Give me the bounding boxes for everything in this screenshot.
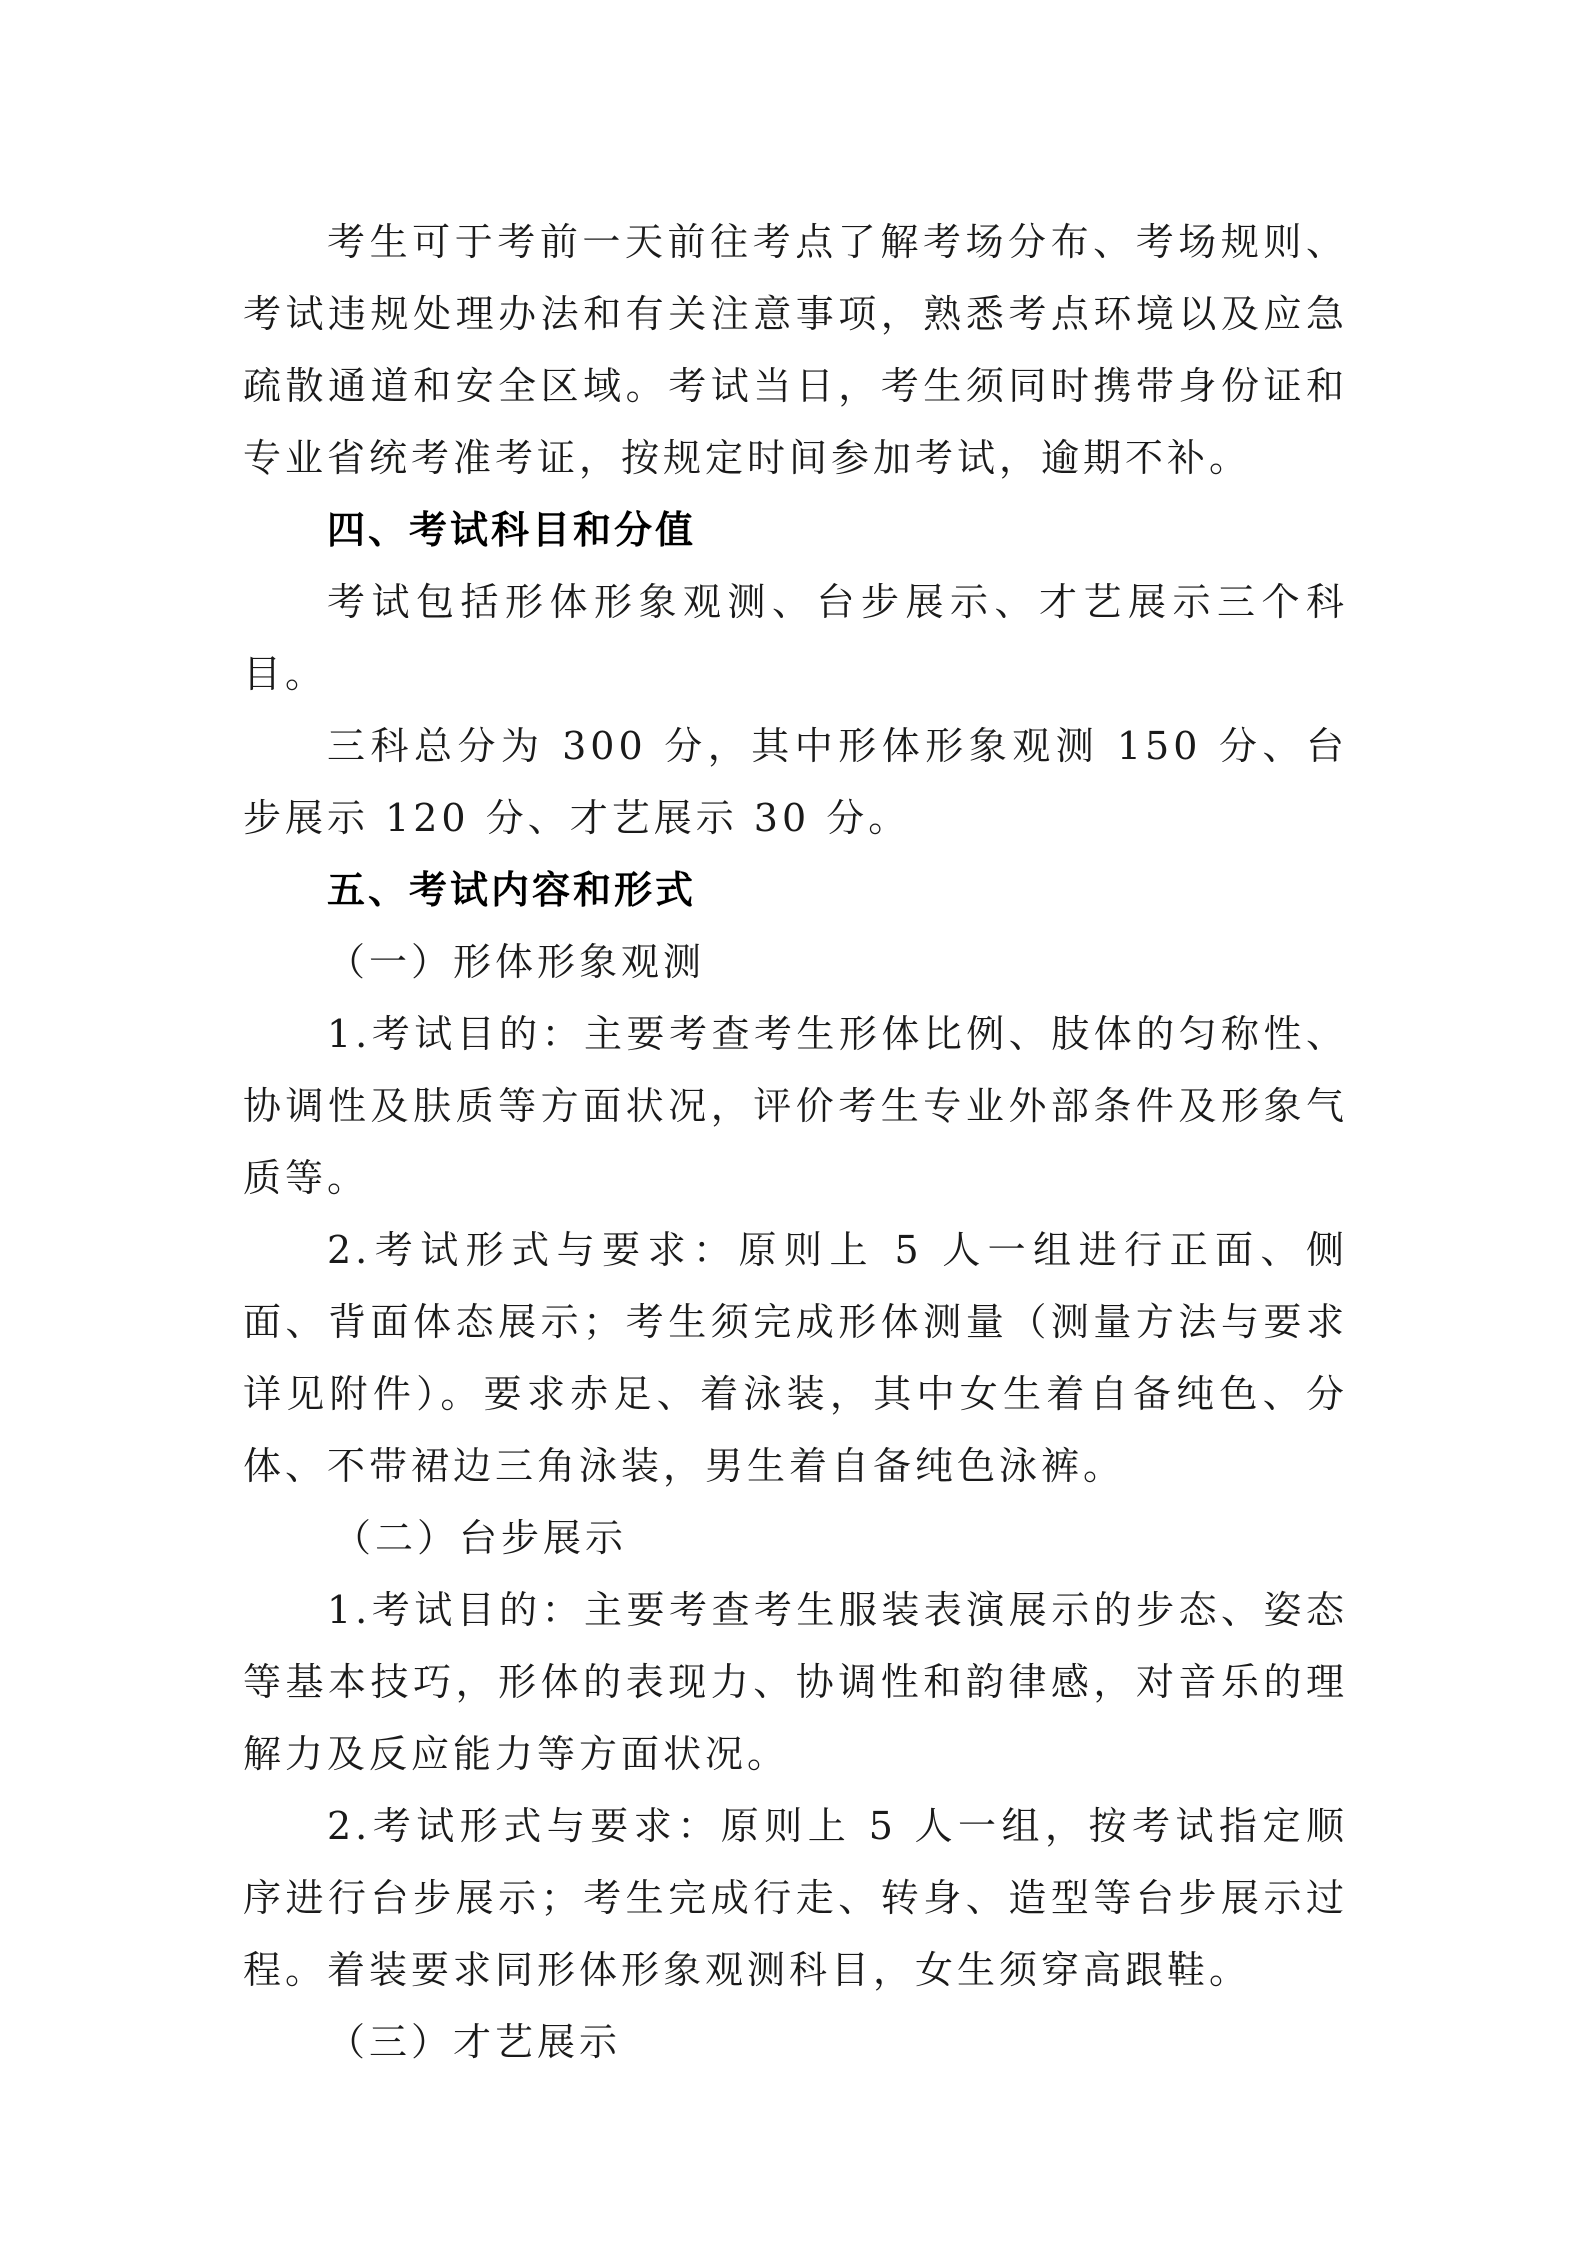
- paragraph-scores: 三科总分为 300 分，其中形体形象观测 150 分、台步展示 120 分、才艺展示 30 分。: [243, 724, 1348, 840]
- paragraph-body-image-purpose: 1.考试目的：主要考查考生形体比例、肢体的匀称性、协调性及肤质等方面状况，评价考生专业外部条件及形象气质等。: [243, 1012, 1348, 1200]
- subsection-heading-talent: （三）才艺展示: [327, 2020, 622, 2064]
- paragraph-subjects: 考试包括形体形象观测、台步展示、才艺展示三个科目。: [243, 580, 1348, 696]
- subsection-heading-catwalk: （二）台步展示: [333, 1516, 628, 1560]
- document-body: [243, 206, 1348, 2078]
- section-heading-subjects-scores: 四、考试科目和分值: [327, 508, 697, 552]
- section-heading-content-format: 五、考试内容和形式: [327, 868, 697, 912]
- paragraph-body-image-format: 2.考试形式与要求：原则上 5 人一组进行正面、侧面、背面体态展示；考生须完成形体测量（测量方法与要求详见附件）。要求赤足、着泳装，其中女生着自备纯色、分体、不带裙边三角泳装，男生着自备纯色泳裤。: [243, 1228, 1348, 1488]
- paragraph-catwalk-purpose: 1.考试目的：主要考查考生服装表演展示的步态、姿态等基本技巧，形体的表现力、协调性和韵律感，对音乐的理解力及反应能力等方面状况。: [243, 1588, 1348, 1776]
- paragraph-catwalk-format: 2.考试形式与要求：原则上 5 人一组，按考试指定顺序进行台步展示；考生完成行走、转身、造型等台步展示过程。着装要求同形体形象观测科目，女生须穿高跟鞋。: [243, 1804, 1348, 1992]
- subsection-heading-body-image: （一）形体形象观测: [327, 940, 706, 984]
- paragraph-exam-site-notice: 考生可于考前一天前往考点了解考场分布、考场规则、考试违规处理办法和有关注意事项，熟悉考点环境以及应急疏散通道和安全区域。考试当日，考生须同时携带身份证和专业省统考准考证，按规定时间参加考试，逾期不补。: [243, 220, 1348, 480]
